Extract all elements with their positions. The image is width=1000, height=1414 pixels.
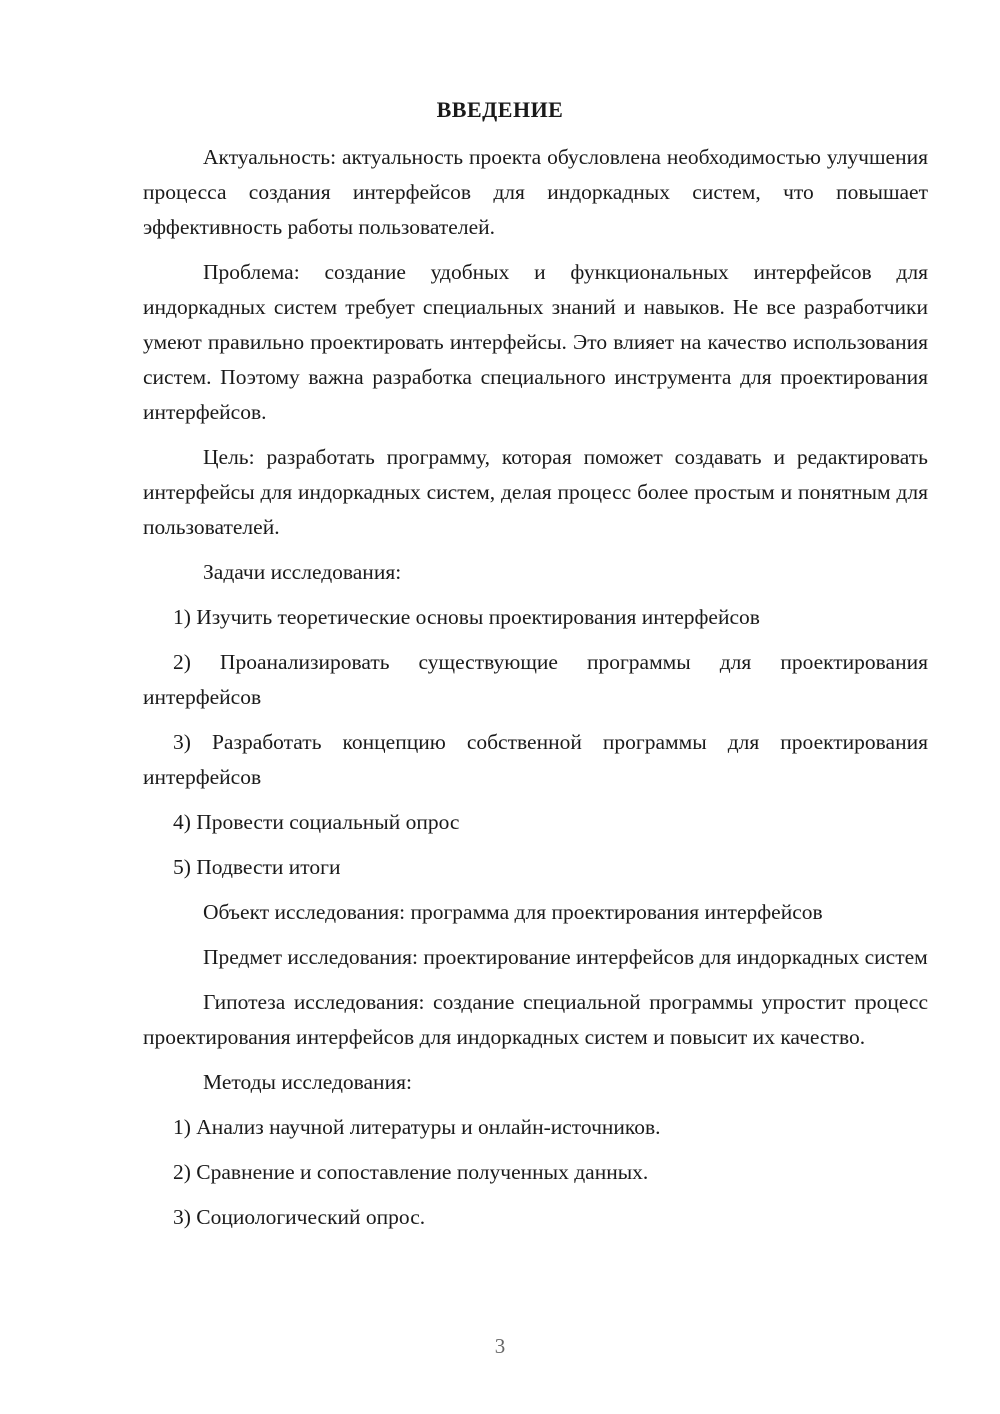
task-item: 1) Изучить теоретические основы проектирования интерфейсов <box>173 605 760 629</box>
paragraph-relevance: Актуальность: актуальность проекта обусловлена необходимостью улучшения процесса создания интерфейсов для индоркадных систем, что повышает эффективность работы пользователей. <box>143 145 928 239</box>
task-item: 3) Разработать концепцию собственной программы для проектирования интерфейсов <box>143 730 928 789</box>
tasks-heading: Задачи исследования: <box>203 560 402 584</box>
document-body <box>143 140 928 1235</box>
page-title: ВВЕДЕНИЕ <box>436 97 564 122</box>
paragraph-hypothesis: Гипотеза исследования: создание специальной программы упростит процесс проектирования интерфейсов для индоркадных систем и повысит их качество. <box>143 990 928 1049</box>
task-item: 4) Провести социальный опрос <box>173 810 460 834</box>
paragraph-goal: Цель: разработать программу, которая поможет создавать и редактировать интерфейсы для индоркадных систем, делая процесс более простым и понятным для пользователей. <box>143 445 928 539</box>
method-item: 1) Анализ научной литературы и онлайн-источников. <box>173 1115 661 1139</box>
paragraph-object: Объект исследования: программа для проектирования интерфейсов <box>203 900 823 924</box>
task-item: 2) Проанализировать существующие программы для проектирования интерфейсов <box>143 650 928 709</box>
page-number: 3 <box>494 1334 506 1358</box>
paragraph-subject: Предмет исследования: проектирование интерфейсов для индоркадных систем <box>203 945 928 969</box>
paragraph-problem: Проблема: создание удобных и функциональных интерфейсов для индоркадных систем требует специальных знаний и навыков. Не все разработчики умеют правильно проектировать интерфейсы. Это влияет на качество использования систем. Поэтому важна разработка специального инструмента для проектирования интерфейсов. <box>143 260 928 424</box>
methods-heading: Методы исследования: <box>203 1070 412 1094</box>
method-item: 2) Сравнение и сопоставление полученных данных. <box>173 1160 649 1184</box>
task-item: 5) Подвести итоги <box>173 855 341 879</box>
method-item: 3) Социологический опрос. <box>173 1205 426 1229</box>
